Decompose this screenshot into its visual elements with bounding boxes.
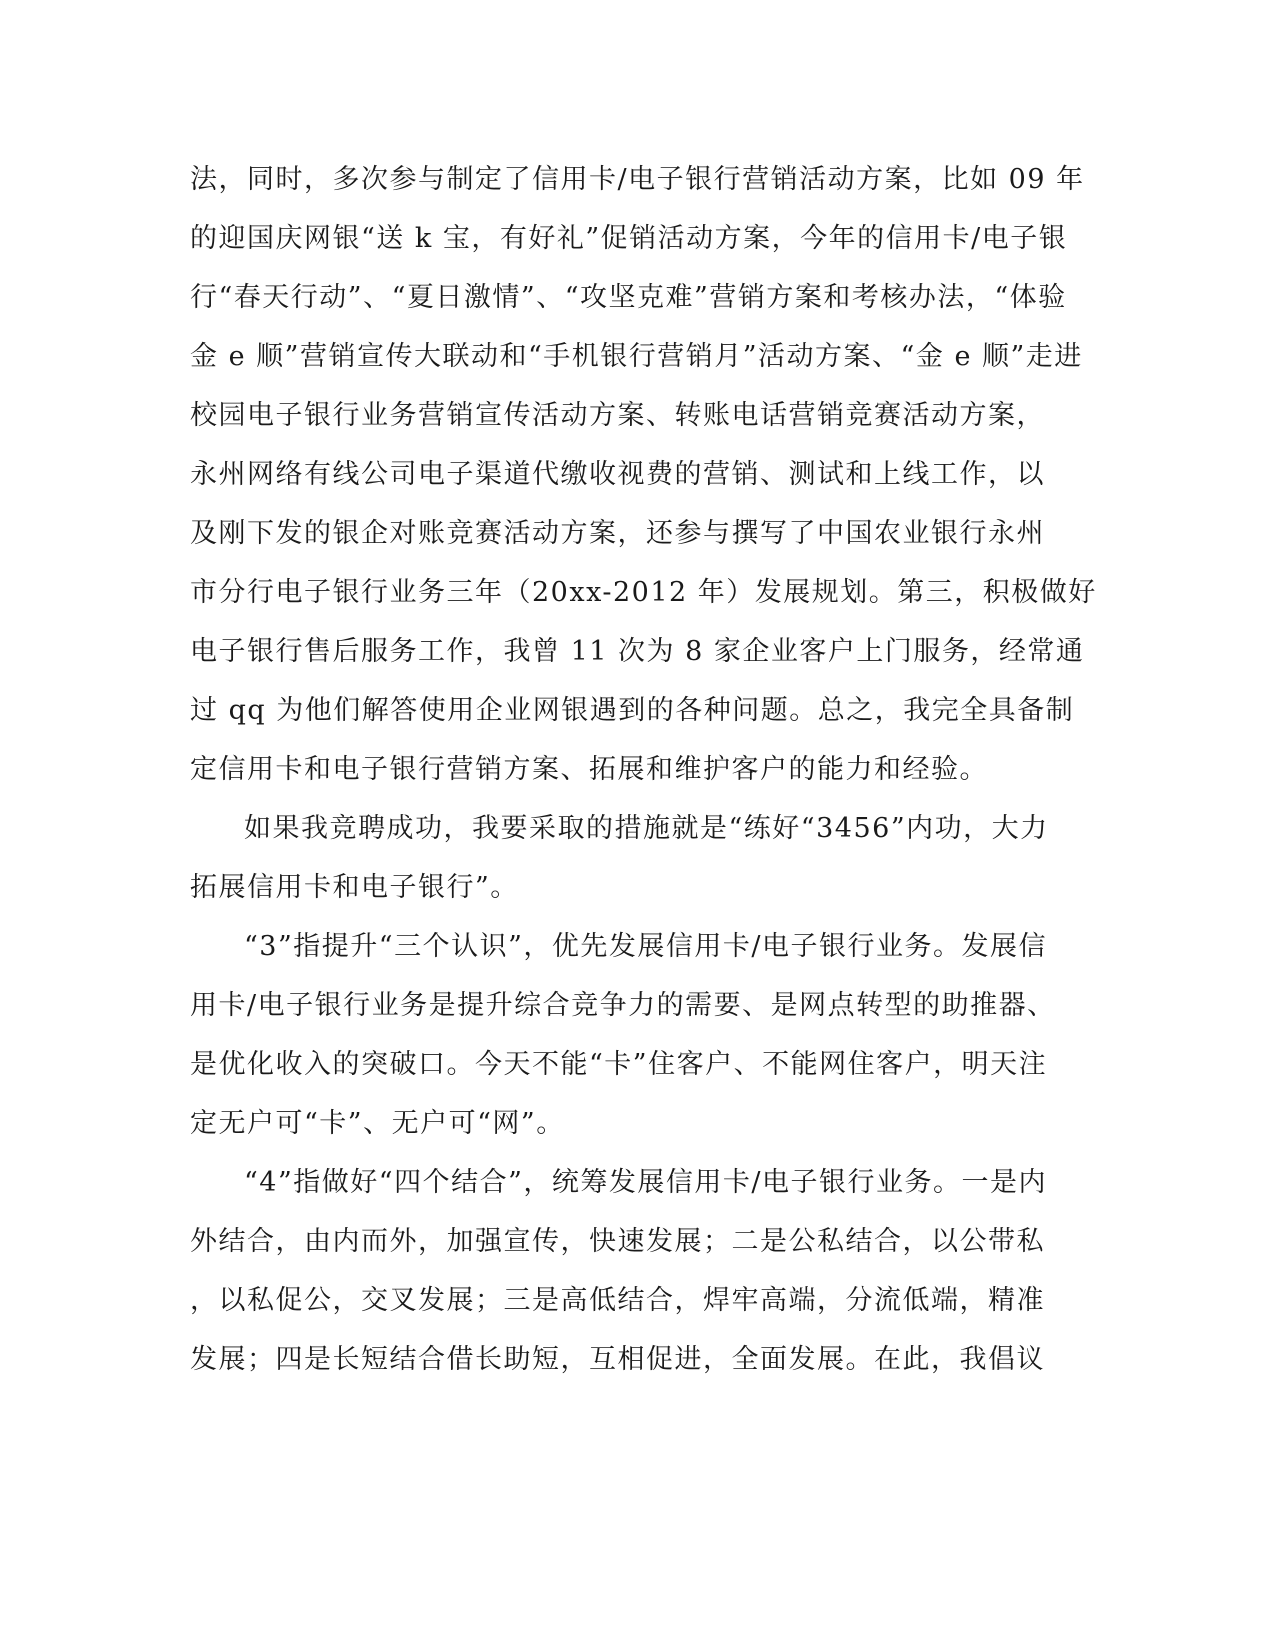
text-line: 定无户可“卡”、无户可“网”。 — [190, 1108, 565, 1139]
text-line: 电子银行售后服务工作，我曾 11 次为 8 家企业客户上门服务，经常通 — [190, 636, 1085, 667]
text-line: ，以私促公，交叉发展；三是高低结合，焊牢高端，分流低端，精准 — [190, 1285, 1045, 1316]
text-line: “3”指提升“三个认识”，优先发展信用卡/电子银行业务。发展信 — [244, 931, 1047, 962]
text-line: 永州网络有线公司电子渠道代缴收视费的营销、测试和上线工作，以 — [190, 459, 1045, 490]
text-line: 过 qq 为他们解答使用企业网银遇到的各种问题。总之，我完全具备制 — [190, 695, 1075, 726]
text-line: 是优化收入的突破口。今天不能“卡”住客户、不能网住客户，明天注 — [190, 1049, 1048, 1080]
text-line: 拓展信用卡和电子银行”。 — [190, 872, 519, 903]
text-line: 行“春天行动”、“夏日激情”、“攻坚克难”营销方案和考核办法，“体验 — [190, 282, 1067, 313]
text-line: 外结合，由内而外，加强宣传，快速发展；二是公私结合，以公带私 — [190, 1226, 1045, 1257]
text-line: 用卡/电子银行业务是提升综合竞争力的需要、是网点转型的助推器、 — [190, 990, 1056, 1021]
text-line: 金 e 顺”营销宣传大联动和“手机银行营销月”活动方案、“金 e 顺”走进 — [190, 341, 1083, 372]
text-line: “4”指做好“四个结合”，统筹发展信用卡/电子银行业务。一是内 — [244, 1167, 1047, 1198]
text-line: 发展；四是长短结合借长助短，互相促进，全面发展。在此，我倡议 — [190, 1344, 1045, 1375]
text-line: 如果我竞聘成功，我要采取的措施就是“练好“3456”内功，大力 — [244, 813, 1049, 844]
text-line: 及刚下发的银企对账竞赛活动方案，还参与撰写了中国农业银行永州 — [190, 518, 1045, 549]
text-line: 法，同时，多次参与制定了信用卡/电子银行营销活动方案，比如 09 年 — [190, 164, 1085, 195]
text-line: 校园电子银行业务营销宣传活动方案、转账电话营销竞赛活动方案， — [190, 400, 1045, 431]
text-line: 的迎国庆网银“送 k 宝，有好礼”促销活动方案，今年的信用卡/电子银 — [190, 223, 1068, 254]
text-line: 市分行电子银行业务三年（20xx-2012 年）发展规划。第三，积极做好 — [190, 577, 1097, 608]
text-line: 定信用卡和电子银行营销方案、拓展和维护客户的能力和经验。 — [190, 754, 988, 785]
